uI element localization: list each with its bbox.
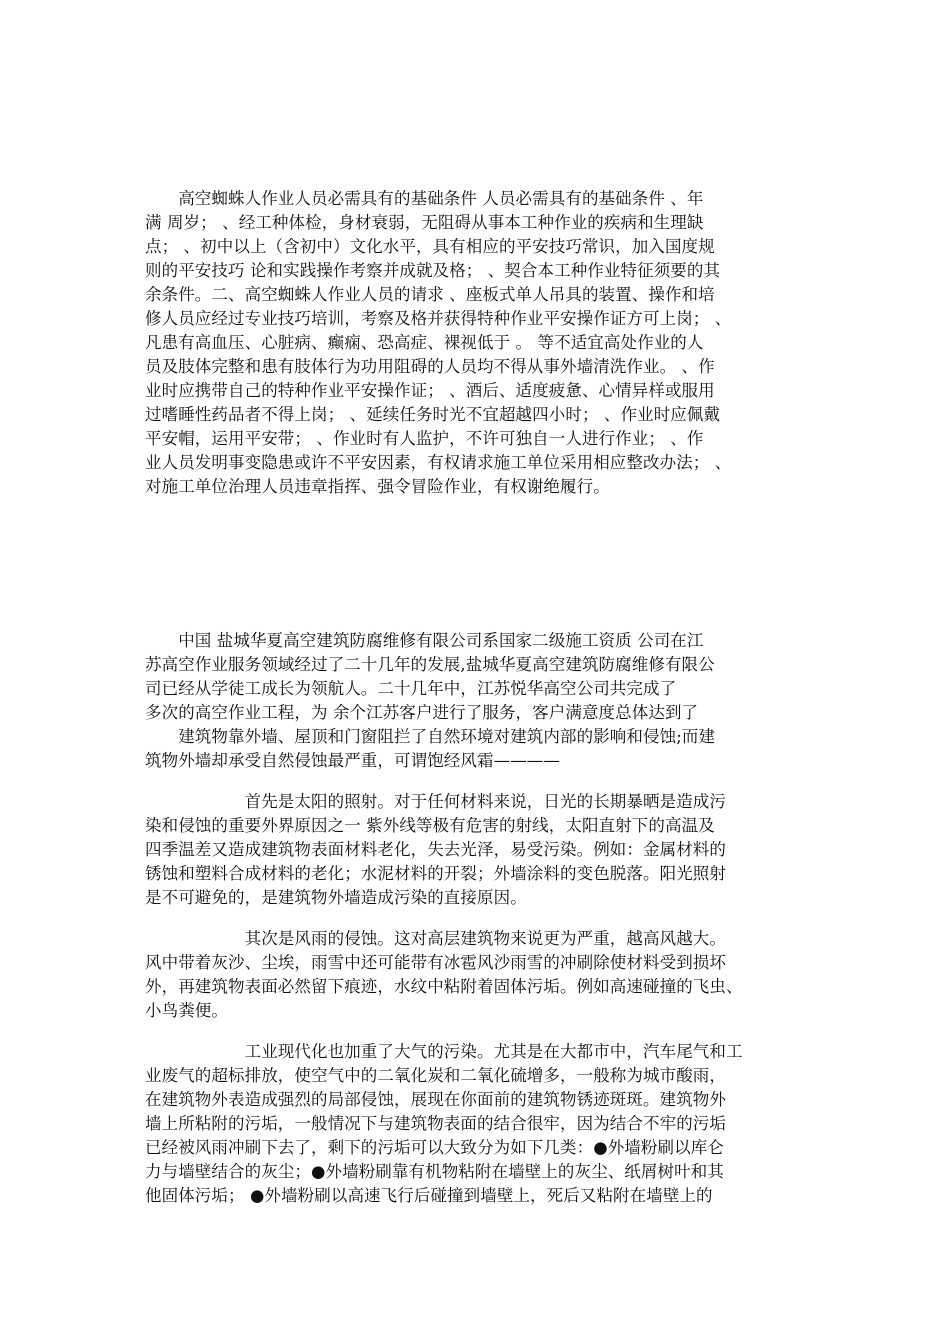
text-line: 平安帽，运用平安带； 、作业时有人监护，不许可独自一人进行作业； 、作 (145, 429, 704, 448)
text-line: 多次的高空作业工程，为 余个江苏客户进行了服务，客户满意度总体达到了 (145, 703, 699, 722)
text-line: 风中带着灰沙、尘埃，雨雪中还可能带有冰雹风沙雨雪的冲刷除使材料受到损坏 (145, 953, 726, 972)
text-line: 小鸟粪便。 (145, 1001, 228, 1020)
text-line: 对施工单位治理人员违章指挥、强令冒险作业，有权谢绝履行。 (145, 477, 610, 496)
text-line: 中国 盐城华夏高空建筑防腐维修有限公司系国家二级施工资质 公司在江 (145, 631, 704, 650)
text-line: 业时应携带自己的特种作业平安操作证； 、酒后、适度疲惫、心情异样或服用 (145, 381, 715, 400)
text-line: 是不可避免的，是建筑物外墙造成污染的直接原因。 (145, 888, 527, 907)
text-line: 过嗜睡性药品者不得上岗； 、延续任务时光不宜超越四小时； 、作业时应佩戴 (145, 405, 721, 424)
text-line: 员及肢体完整和患有肢体行为功用阻碍的人员均不得从事外墙清洗作业。 、作 (145, 357, 715, 376)
text-line: 力与墙壁结合的灰尘；●外墙粉刷靠有机物粘附在墙壁上的灰尘、纸屑树叶和其 (145, 1162, 724, 1181)
text-line: 墙上所粘附的污垢，一般情况下与建筑物表面的结合很牢，因为结合不牢的污垢 (145, 1114, 726, 1133)
text-line: 业人员发明事变隐患或许不平安因素，有权请求施工单位采用相应整改办法； 、 (145, 453, 732, 472)
text-line: 业废气的超标排放，使空气中的二氧化炭和二氧化硫增多，一般称为城市酸雨， (145, 1066, 726, 1085)
text-line: 首先是太阳的照射。对于任何材料来说，日光的长期暴晒是造成污 (145, 792, 726, 811)
text-line: 四季温差又造成建筑物表面材料老化，失去光泽，易受污染。例如：金属材料的 (145, 840, 726, 859)
text-line: 余条件。二、高空蜘蛛人作业人员的请求 、座板式单人吊具的装置、操作和培 (145, 285, 715, 304)
text-line: 工业现代化也加重了大气的污染。尤其是在大都市中，汽车尾气和工 (145, 1042, 743, 1061)
text-line: 凡患有高血压、心脏病、癫痫、恐高症、裸视低于 。 等不适宜高处作业的人 (145, 333, 704, 352)
text-line: 他固体污垢； ●外墙粉刷以高速飞行后碰撞到墙壁上，死后又粘附在墙壁上的 (145, 1186, 713, 1205)
text-line: 外，再建筑物表面必然留下痕迹，水纹中粘附着固体污垢。例如高速碰撞的飞虫、 (145, 977, 743, 996)
text-line: 筑物外墙却承受自然侵蚀最严重，可谓饱经风霜———— (145, 751, 560, 770)
text-line: 高空蜘蛛人作业人员必需具有的基础条件 人员必需具有的基础条件 、年 (145, 189, 704, 208)
text-line: 锈蚀和塑料合成材料的老化；水泥材料的开裂；外墙涂料的变色脱落。阳光照射 (145, 864, 726, 883)
text-line: 满 周岁； 、经工种体检，身材衰弱，无阻碍从事本工种作业的疾病和生理缺 (145, 213, 704, 232)
text-line: 已经被风雨冲刷下去了，剩下的污垢可以大致分为如下几类：●外墙粉刷以库仑 (145, 1138, 724, 1157)
text-line: 苏高空作业服务领域经过了二十几年的发展,盐城华夏高空建筑防腐维修有限公 (145, 655, 715, 674)
text-line: 染和侵蚀的重要外界原因之一 紫外线等极有危害的射线，太阳直射下的高温及 (145, 816, 715, 835)
text-line: 修人员应经过专业技巧培训，考察及格并获得特种作业平安操作证方可上岗； 、 (145, 309, 732, 328)
text-line: 建筑物靠外墙、屋顶和门窗阻拦了自然环境对建筑内部的影响和侵蚀;而建 (145, 727, 716, 746)
text-line: 点； 、初中以上（含初中）文化水平，具有相应的平安技巧常识，加入国度规 (145, 237, 715, 256)
text-line: 司已经从学徒工成长为领航人。二十几年中，江苏悦华高空公司共完成了 (145, 679, 677, 698)
text-line: 其次是风雨的侵蚀。这对高层建筑物来说更为严重，越高风越大。 (145, 929, 726, 948)
text-line: 则的平安技巧 论和实践操作考察并成就及格； 、契合本工种作业特征须要的其 (145, 261, 721, 280)
text-line: 在建筑物外表造成强烈的局部侵蚀，展现在你面前的建筑物锈迹斑斑。建筑物外 (145, 1090, 726, 1109)
